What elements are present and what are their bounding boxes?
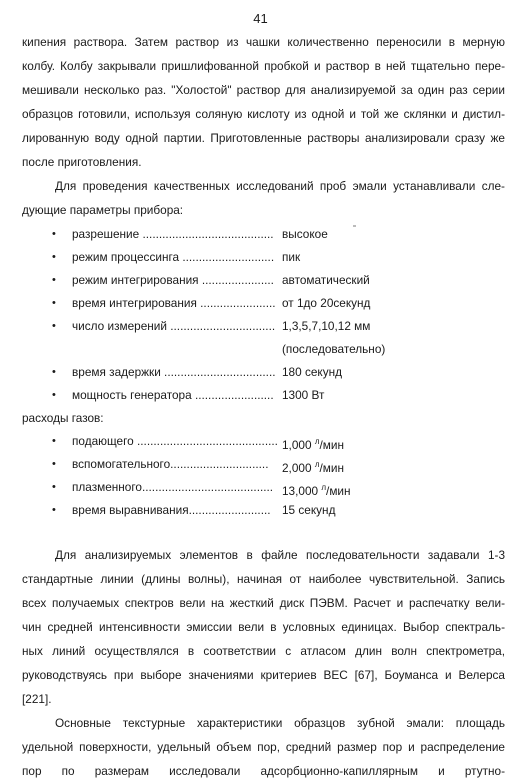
param-label-2: режим процессинга ............................ (72, 250, 275, 264)
para3-line-6: руководствуясь при выборе значениями критериев ВЕС [67], Боуманса и Велерса (22, 668, 505, 682)
gas-value-4: 15 секунд (282, 503, 336, 517)
page-number: 41 (253, 11, 268, 26)
gas-value-1: 1,000 $^л$/мин (282, 437, 344, 452)
para2-line-2: дующие параметры прибора: (22, 203, 184, 217)
para1-line-4: образцов готовили, используя соляную кислоту из одной и той же склянки и дистил- (22, 107, 505, 121)
param-value-7: 180 секунд (282, 365, 343, 379)
param-value-2: пик (282, 250, 301, 264)
para1-line-6: после приготовления. (22, 155, 142, 169)
gas-bullet-3: • (52, 481, 56, 493)
gas-label-4: время выравнивания......................... (72, 503, 271, 517)
param-value-4: от 1до 20секунд (282, 296, 371, 310)
bullet-5: • (52, 320, 56, 332)
para4-line-2: удельной поверхности, удельный объем пор, средний размер пор и распределение (22, 740, 505, 754)
para4-line-1: Основные текстурные характеристики образцов зубной эмали: площадь (55, 716, 505, 730)
bullet-1: • (52, 228, 56, 240)
gas-heading: расходы газов: (22, 411, 104, 425)
bullet-8: • (52, 389, 56, 401)
para1-line-5: лированную воду одной партии. Приготовленные растворы анализировали сразу же (22, 131, 505, 145)
param-value-3: автоматический (282, 273, 370, 287)
para3-line-3: всех получаемых спектров вели на жесткий диск ПЭВМ. Расчет и распечатку вели- (22, 596, 505, 610)
para1-line-3: мешивали несколько раз. "Холостой" раствор для анализируемой за один раз серии (22, 83, 505, 97)
param-label-8: мощность генератора ........................ (72, 388, 274, 402)
param-value-1: высокое (282, 227, 328, 241)
param-value-5-continuation: (последовательно) (282, 342, 386, 356)
bullet-7: • (52, 366, 56, 378)
para1-line-1: кипения раствора. Затем раствор из чашки количественно переносили в мерную (22, 35, 505, 49)
bullet-4: • (52, 297, 56, 309)
param-value-5: 1,3,5,7,10,12 мм (282, 319, 371, 333)
gas-bullet-2: • (52, 458, 56, 470)
param-label-1: разрешение ........................................ (72, 227, 274, 241)
gas-bullet-4: • (52, 504, 56, 516)
param-label-3: режим интегрирования ...................... (72, 273, 274, 287)
param-label-5: число измерений ................................ (72, 319, 276, 333)
param-label-7: время задержки .................................. (72, 365, 276, 379)
scan-speck (353, 225, 356, 227)
para4-line-3: пор по размерам исследовали адсорбционно-капиллярным и ртутно- (22, 764, 505, 778)
para3-line-1: Для анализируемых элементов в файле последовательности задавали 1-3 (55, 548, 505, 562)
gas-label-3: плазменного........................................ (72, 480, 274, 494)
gas-label-2: вспомогательного.............................. (72, 457, 269, 471)
param-value-8: 1300 Вт (282, 388, 325, 402)
para2-line-1: Для проведения качественных исследований проб эмали устанавливали сле- (55, 179, 505, 193)
para3-line-2: стандартные линии (длины волны), начиная от наиболее чувствительной. Запись (22, 572, 505, 586)
gas-bullet-1: • (52, 435, 56, 447)
gas-label-1: подающего ........................................... (72, 434, 278, 448)
para3-line-4: чин средней интенсивности эмиссии вели в условных единицах. Выбор спектраль- (22, 620, 505, 634)
bullet-3: • (52, 274, 56, 286)
gas-value-2: 2,000 $^л$/мин (282, 460, 344, 475)
gas-value-3: 13,000 $^л$/мин (282, 483, 351, 498)
para3-line-7: [221]. (22, 692, 52, 706)
param-label-4: время интегрирования ....................... (72, 296, 276, 310)
para1-line-2: колбу. Колбу закрывали пришлифованной пробкой и раствор в ней тщательно пере- (22, 59, 505, 73)
bullet-2: • (52, 251, 56, 263)
para3-line-5: ных линий осуществлялся в соответствии с атласом длин волн спектрометра, (22, 644, 505, 658)
